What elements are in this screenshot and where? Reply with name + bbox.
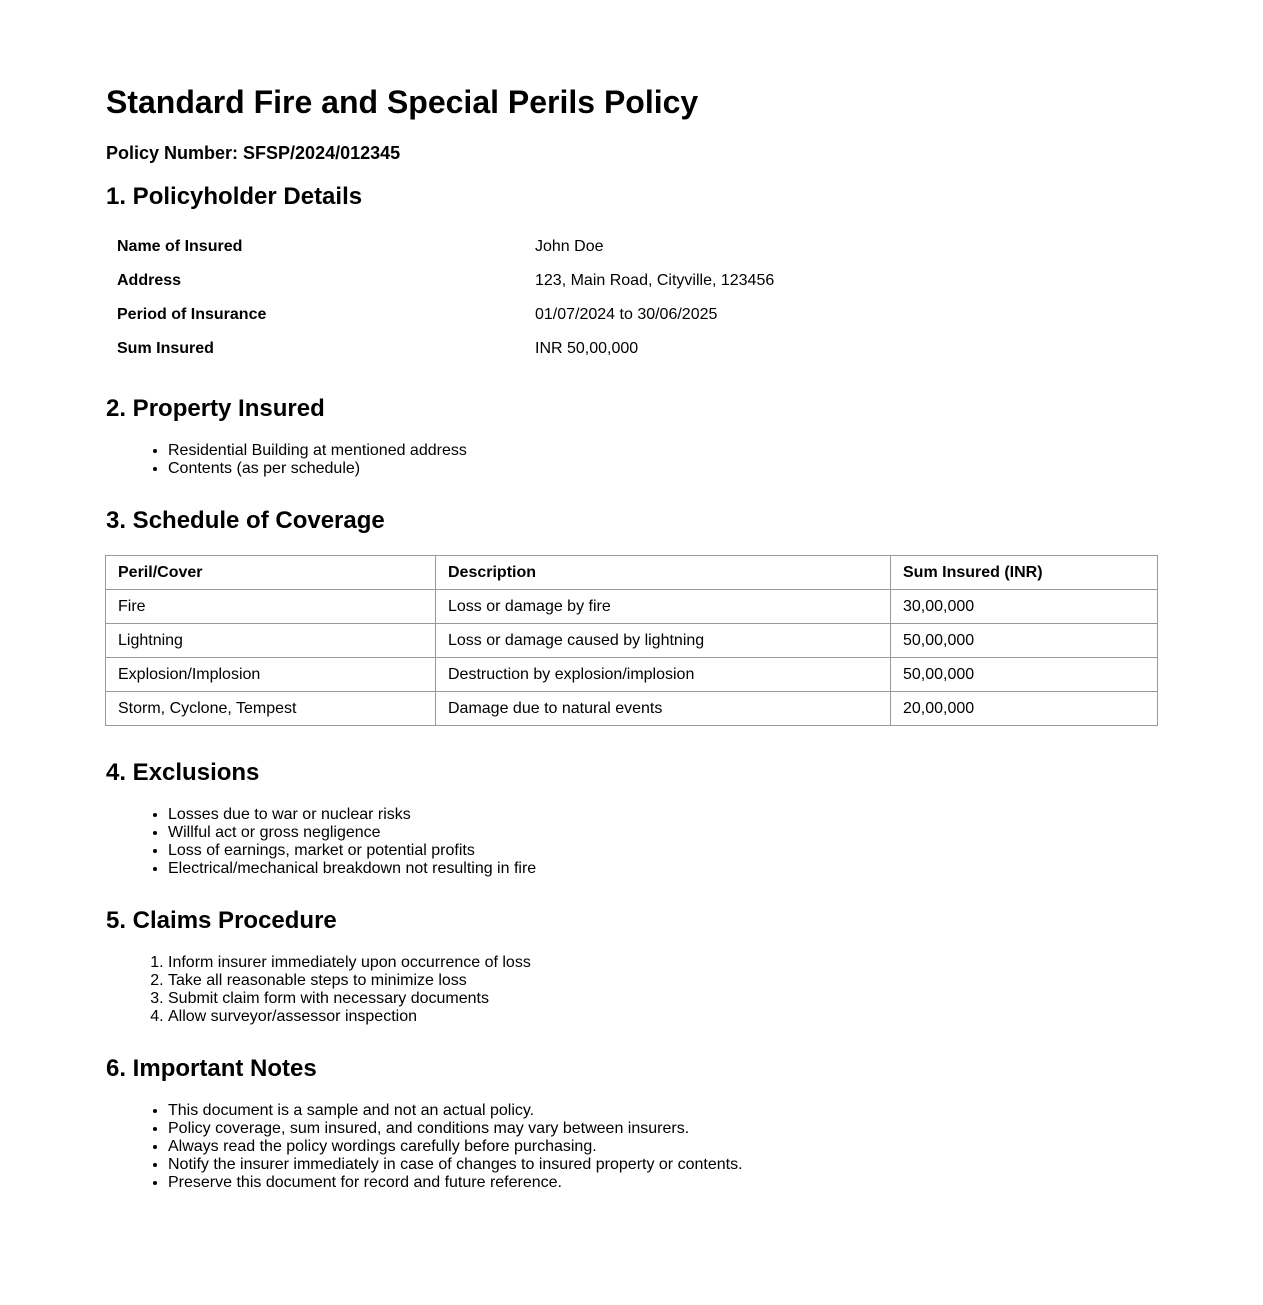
cell-sum: 20,00,000 [891,692,1158,726]
claims-heading: 5. Claims Procedure [106,907,337,934]
detail-label: Name of Insured [117,238,243,255]
cell-peril: Lightning [106,624,436,658]
cell-description: Loss or damage caused by lightning [436,624,891,658]
detail-label: Period of Insurance [117,306,267,323]
list-item: • Loss of earnings, market or potential profits [168,842,536,860]
claims-list [106,954,531,1026]
exclusions-heading: 4. Exclusions [106,759,260,786]
list-item: • Willful act or gross negligence [168,824,536,842]
cell-peril: Explosion/Implosion [106,658,436,692]
cell-description: Loss or damage by fire [436,590,891,624]
column-header-description: Description [436,556,891,590]
list-item: • Electrical/mechanical breakdown not resulting in fire [168,860,536,878]
detail-row-address [106,264,1158,298]
detail-row-name [106,230,1158,264]
table-header-row [106,556,1158,590]
list-item: • Always read the policy wordings carefully before purchasing. [168,1138,743,1156]
list-item: • Notify the insurer immediately in case of changes to insured property or contents. [168,1156,743,1174]
list-item: • Contents (as per schedule) [168,460,467,478]
notes-list [106,1102,743,1192]
exclusions-list [106,806,536,878]
list-item: • Policy coverage, sum insured, and conditions may vary between insurers. [168,1120,743,1138]
cell-peril: Fire [106,590,436,624]
detail-label: Sum Insured [117,340,214,357]
detail-row-period [106,298,1158,332]
list-item: 1. Inform insurer immediately upon occurrence of loss [168,954,531,972]
detail-value: John Doe [535,238,604,255]
list-item: • Losses due to war or nuclear risks [168,806,536,824]
list-item: 3. Submit claim form with necessary documents [168,990,531,1008]
list-item: • Preserve this document for record and future reference. [168,1174,743,1192]
coverage-table [105,555,1158,726]
cell-description: Damage due to natural events [436,692,891,726]
list-item: • This document is a sample and not an actual policy. [168,1102,743,1120]
cell-sum: 50,00,000 [891,658,1158,692]
policyholder-heading: 1. Policyholder Details [106,183,363,210]
column-header-peril: Peril/Cover [106,556,436,590]
table-row [106,624,1158,658]
detail-value: 01/07/2024 to 30/06/2025 [535,306,718,323]
table-row [106,658,1158,692]
policy-number: Policy Number: SFSP/2024/012345 [106,143,401,163]
column-header-sum-insured: Sum Insured (INR) [891,556,1158,590]
detail-label: Address [117,272,182,289]
detail-row-sum-insured [106,332,1158,366]
notes-heading: 6. Important Notes [106,1055,317,1082]
cell-sum: 50,00,000 [891,624,1158,658]
property-heading: 2. Property Insured [106,395,325,422]
list-item: • Residential Building at mentioned address [168,442,467,460]
document-title: Standard Fire and Special Perils Policy [106,84,699,120]
cell-description: Destruction by explosion/implosion [436,658,891,692]
table-row [106,692,1158,726]
list-item: 4. Allow surveyor/assessor inspection [168,1008,531,1026]
coverage-heading: 3. Schedule of Coverage [106,507,385,534]
detail-value: INR 50,00,000 [535,340,639,357]
policyholder-details [106,230,1158,366]
detail-value: 123, Main Road, Cityville, 123456 [535,272,775,289]
table-row [106,590,1158,624]
cell-peril: Storm, Cyclone, Tempest [106,692,436,726]
list-item: 2. Take all reasonable steps to minimize loss [168,972,531,990]
property-list [106,442,467,478]
cell-sum: 30,00,000 [891,590,1158,624]
